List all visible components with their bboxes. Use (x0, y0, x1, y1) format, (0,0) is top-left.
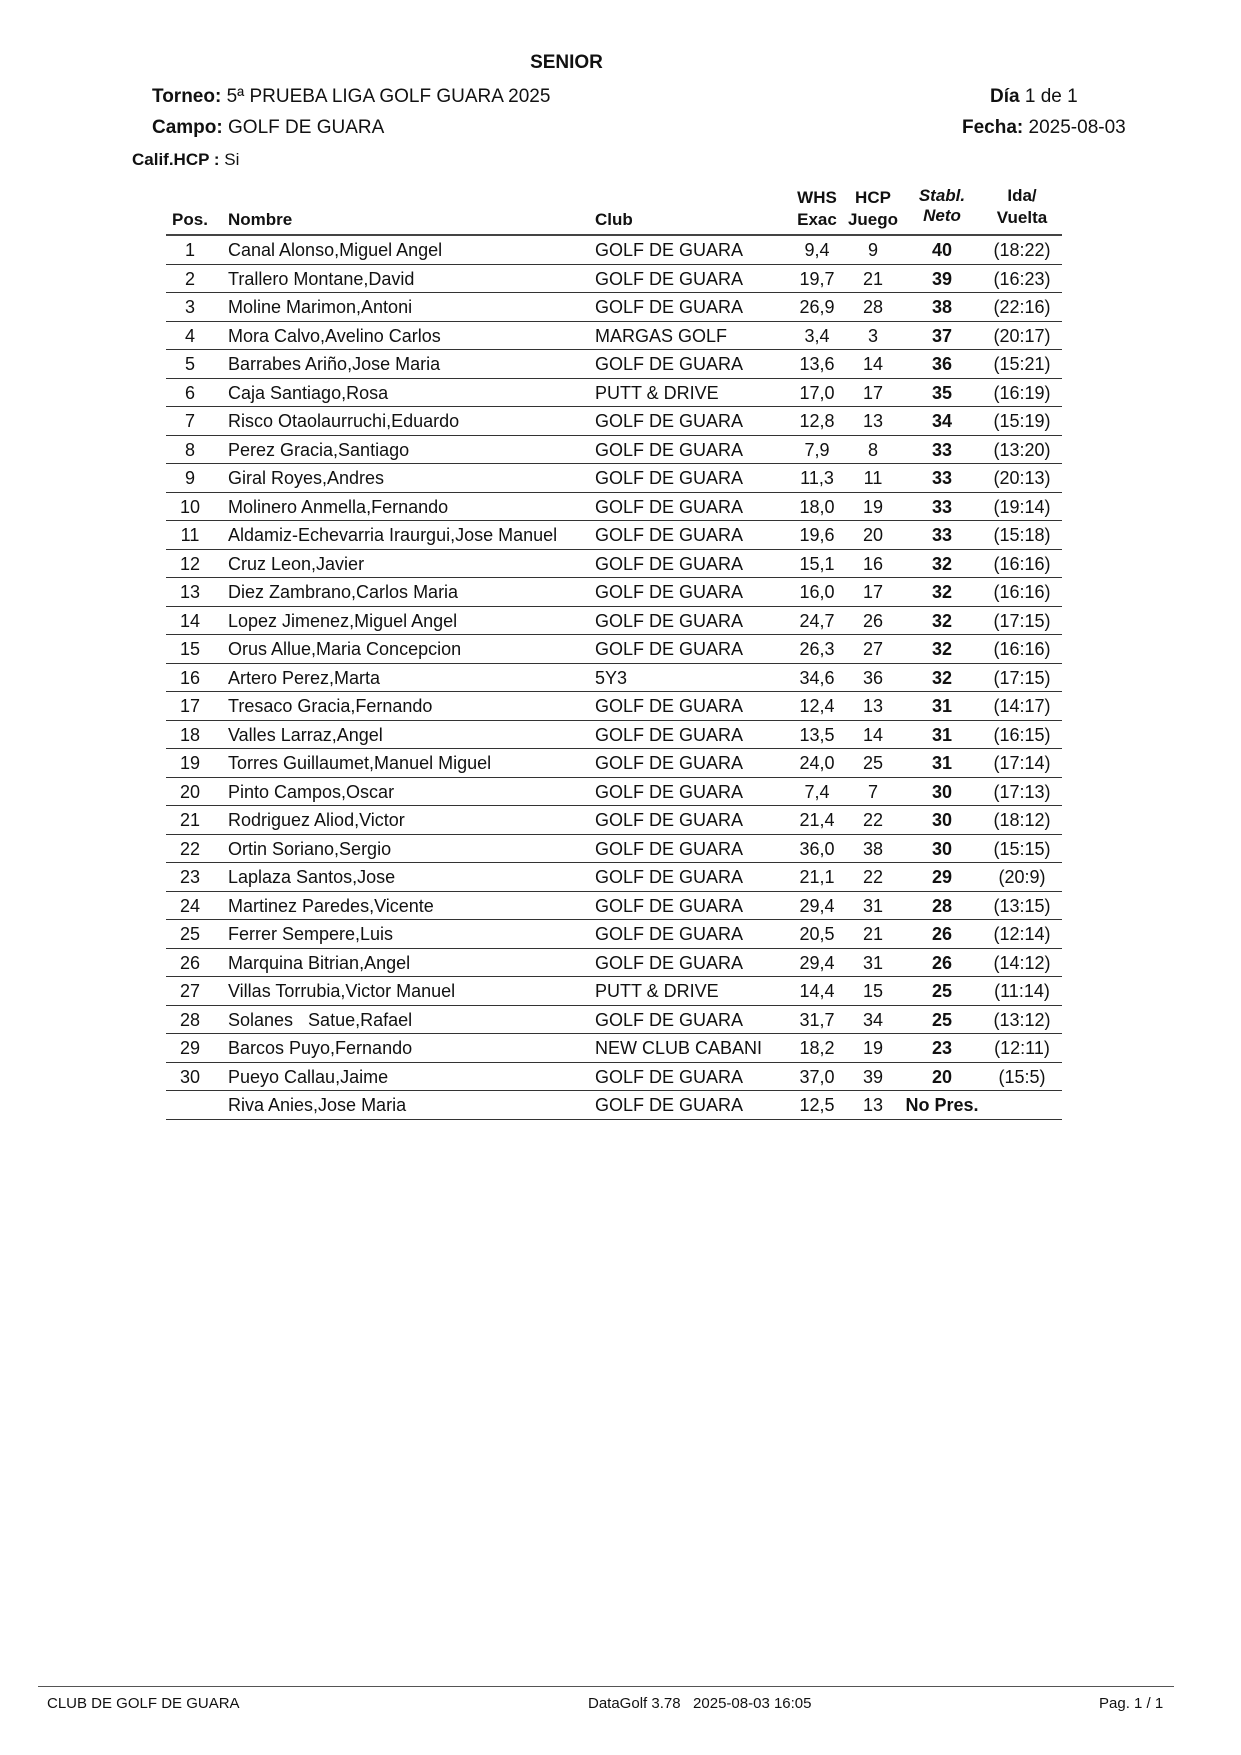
row-club: GOLF DE GUARA (595, 354, 744, 374)
row-player-name: Barrabes Ariño,Jose Maria (228, 354, 441, 374)
date-value: 2025-08-03 (1028, 117, 1126, 138)
row-ida-vuelta: (17:14) (993, 753, 1051, 773)
table-row (166, 322, 1062, 351)
row-hcp-game: 17 (862, 382, 884, 403)
col-hcp-header-2: Juego (847, 210, 899, 229)
table-row (166, 265, 1062, 294)
row-stableford-net: 32 (931, 553, 953, 574)
row-ida-vuelta: (13:12) (993, 1009, 1051, 1030)
col-name-header: Nombre (228, 210, 293, 229)
table-row (166, 1091, 1062, 1120)
row-whs-exact: 19,6 (799, 525, 835, 545)
row-position: 28 (179, 1009, 201, 1030)
day-label: Día (990, 86, 1020, 107)
row-player-name: Artero Perez,Marta (228, 667, 381, 688)
day-value: 1 de 1 (1024, 86, 1078, 107)
row-hcp-game: 19 (862, 1038, 884, 1058)
row-position: 14 (179, 610, 201, 631)
row-hcp-game: 26 (862, 610, 884, 631)
row-hcp-game: 9 (867, 240, 878, 260)
row-ida-vuelta: (16:16) (993, 553, 1051, 574)
row-hcp-game: 13 (862, 696, 884, 716)
row-position: 21 (179, 810, 201, 830)
row-club: GOLF DE GUARA (595, 553, 744, 574)
row-position: 2 (184, 268, 195, 289)
row-ida-vuelta: (16:16) (993, 639, 1051, 659)
course-line (152, 117, 384, 139)
row-hcp-game: 8 (867, 439, 878, 460)
row-whs-exact: 13,5 (799, 724, 835, 745)
table-row (166, 692, 1062, 721)
row-whs-exact: 21,1 (799, 867, 835, 887)
tournament-label: Torneo: (152, 86, 222, 107)
row-stableford-net: 35 (931, 382, 953, 403)
row-whs-exact: 12,4 (799, 696, 835, 716)
table-row (166, 949, 1062, 978)
row-whs-exact: 19,7 (799, 268, 835, 289)
row-hcp-game: 15 (862, 981, 884, 1001)
table-row (166, 521, 1062, 550)
course-label: Campo: (152, 117, 223, 138)
row-hcp-game: 27 (862, 639, 884, 659)
row-hcp-game: 38 (862, 838, 884, 859)
row-position: 7 (184, 411, 195, 431)
row-position: 15 (179, 639, 201, 659)
row-ida-vuelta: (14:17) (993, 696, 1051, 716)
row-ida-vuelta: (22:16) (993, 297, 1051, 317)
table-row (166, 1063, 1062, 1092)
row-club: 5Y3 (595, 667, 628, 688)
row-position: 13 (179, 582, 201, 602)
row-whs-exact: 7,9 (804, 439, 830, 460)
row-hcp-game: 28 (862, 297, 884, 317)
table-row (166, 1006, 1062, 1035)
row-ida-vuelta: (15:19) (993, 411, 1051, 431)
table-row (166, 806, 1062, 835)
row-player-name: Caja Santiago,Rosa (228, 382, 389, 403)
row-stableford-net: 33 (931, 439, 953, 460)
row-whs-exact: 14,4 (799, 981, 835, 1001)
row-whs-exact: 7,4 (804, 781, 830, 802)
calif-hcp-value: Si (224, 150, 240, 169)
row-position: 10 (179, 496, 201, 517)
row-club: GOLF DE GUARA (595, 867, 744, 887)
table-row (166, 835, 1062, 864)
row-whs-exact: 20,5 (799, 924, 835, 944)
row-whs-exact: 16,0 (799, 582, 835, 602)
row-player-name: Torres Guillaumet,Manuel Miguel (228, 753, 492, 773)
row-position: 3 (184, 297, 195, 317)
report-title: SENIOR (530, 52, 603, 73)
row-player-name: Trallero Montane,David (228, 268, 415, 289)
row-whs-exact: 24,7 (799, 610, 835, 631)
row-club: GOLF DE GUARA (595, 468, 744, 488)
calif-hcp-label: Calif.HCP : (132, 150, 220, 169)
table-row (166, 493, 1062, 522)
row-stableford-net: 29 (931, 867, 953, 887)
row-position: 12 (179, 553, 201, 574)
row-club: GOLF DE GUARA (595, 582, 744, 602)
row-ida-vuelta: (11:14) (994, 981, 1050, 1001)
row-hcp-game: 34 (862, 1009, 884, 1030)
row-stableford-net: 26 (931, 952, 953, 973)
row-club: PUTT & DRIVE (595, 981, 719, 1001)
row-whs-exact: 18,2 (799, 1038, 835, 1058)
table-row (166, 920, 1062, 949)
table-row (166, 1034, 1062, 1063)
table-row (166, 550, 1062, 579)
row-stableford-net: 30 (931, 838, 953, 859)
row-player-name: Pinto Campos,Oscar (228, 781, 395, 802)
row-ida-vuelta: (18:12) (993, 810, 1051, 830)
row-whs-exact: 12,8 (799, 411, 835, 431)
row-player-name: Marquina Bitrian,Angel (228, 952, 411, 973)
row-stableford-net: 37 (931, 325, 953, 346)
row-stableford-net: 31 (931, 753, 953, 773)
row-hcp-game: 36 (862, 667, 884, 688)
row-hcp-game: 3 (867, 325, 878, 346)
row-position: 1 (184, 240, 195, 260)
table-row (166, 350, 1062, 379)
table-row (166, 293, 1062, 322)
row-player-name: Ortin Soriano,Sergio (228, 838, 392, 859)
row-player-name: Perez Gracia,Santiago (228, 439, 410, 460)
row-player-name: Lopez Jimenez,Miguel Angel (228, 610, 458, 631)
col-whs-header-1: WHS (797, 188, 837, 207)
row-club: GOLF DE GUARA (595, 496, 744, 517)
row-stableford-net: 39 (931, 268, 953, 289)
row-hcp-game: 31 (862, 952, 884, 973)
table-row (166, 436, 1062, 465)
row-player-name: Canal Alonso,Miguel Angel (228, 240, 443, 260)
row-ida-vuelta: (19:14) (993, 496, 1051, 517)
row-position: 25 (179, 924, 201, 944)
row-stableford-net: 20 (931, 1066, 953, 1087)
row-ida-vuelta: (17:15) (993, 610, 1051, 631)
row-player-name: Ferrer Sempere,Luis (228, 924, 394, 944)
row-position: 18 (179, 724, 201, 745)
row-hcp-game: 19 (862, 496, 884, 517)
row-club: GOLF DE GUARA (595, 240, 744, 260)
row-hcp-game: 25 (862, 753, 884, 773)
row-player-name: Diez Zambrano,Carlos Maria (228, 582, 459, 602)
row-hcp-game: 11 (863, 468, 883, 488)
row-whs-exact: 29,4 (799, 895, 835, 916)
table-row (166, 749, 1062, 778)
row-position: 29 (179, 1038, 201, 1058)
row-whs-exact: 13,6 (799, 354, 835, 374)
row-club: GOLF DE GUARA (595, 525, 744, 545)
table-row (166, 892, 1062, 921)
row-hcp-game: 13 (862, 411, 884, 431)
row-club: GOLF DE GUARA (595, 781, 744, 802)
row-whs-exact: 37,0 (799, 1066, 835, 1087)
row-ida-vuelta: (16:16) (993, 582, 1051, 602)
tournament-value: 5ª PRUEBA LIGA GOLF GUARA 2025 (226, 86, 551, 107)
row-player-name: Rodriguez Aliod,Victor (228, 810, 405, 830)
row-ida-vuelta: (15:5) (998, 1066, 1046, 1087)
row-ida-vuelta: (17:13) (993, 781, 1051, 802)
row-ida-vuelta: (16:15) (993, 724, 1051, 745)
course-value: GOLF DE GUARA (228, 117, 385, 138)
row-hcp-game: 14 (862, 354, 884, 374)
row-player-name: Molinero Anmella,Fernando (228, 496, 449, 517)
row-position: 17 (179, 696, 201, 716)
row-position: 30 (179, 1066, 201, 1087)
table-row (166, 236, 1062, 265)
table-row (166, 863, 1062, 892)
row-stableford-net: 32 (931, 610, 953, 631)
row-position: 23 (179, 867, 201, 887)
row-ida-vuelta: (15:21) (993, 354, 1051, 374)
footer-page-number: Pag. 1 / 1 (1099, 1695, 1164, 1712)
results-table (166, 178, 1062, 1120)
row-whs-exact: 31,7 (799, 1009, 835, 1030)
row-hcp-game: 31 (862, 895, 884, 916)
row-club: GOLF DE GUARA (595, 924, 744, 944)
row-whs-exact: 26,9 (799, 297, 835, 317)
row-ida-vuelta: (17:15) (993, 667, 1051, 688)
row-stableford-net: 30 (931, 810, 953, 830)
row-club: GOLF DE GUARA (595, 1066, 744, 1087)
row-player-name: Martinez Paredes,Vicente (228, 895, 434, 916)
row-player-name: Cruz Leon,Javier (228, 553, 365, 574)
row-player-name: Giral Royes,Andres (228, 468, 385, 488)
row-whs-exact: 26,3 (799, 639, 835, 659)
row-player-name: Valles Larraz,Angel (228, 724, 383, 745)
row-ida-vuelta: (15:15) (993, 838, 1051, 859)
row-club: GOLF DE GUARA (595, 610, 744, 631)
row-player-name: Orus Allue,Maria Concepcion (228, 639, 462, 659)
row-stableford-net: 33 (931, 496, 953, 517)
row-stableford-net: 30 (931, 781, 953, 802)
row-player-name: Laplaza Santos,Jose (228, 867, 396, 887)
table-row (166, 778, 1062, 807)
row-hcp-game: 21 (862, 268, 884, 289)
row-position: 27 (179, 981, 201, 1001)
calif-hcp-line (132, 150, 239, 170)
row-club: NEW CLUB CABANI (595, 1038, 763, 1058)
row-whs-exact: 18,0 (799, 496, 835, 517)
row-position: 6 (184, 382, 195, 403)
row-club: GOLF DE GUARA (595, 1095, 744, 1115)
row-position: 26 (179, 952, 201, 973)
row-hcp-game: 16 (862, 553, 884, 574)
row-stableford-net: 32 (931, 582, 953, 602)
row-whs-exact: 34,6 (799, 667, 835, 688)
row-club: PUTT & DRIVE (595, 382, 719, 403)
row-ida-vuelta: (18:22) (993, 240, 1051, 260)
row-stableford-net: 31 (931, 696, 953, 716)
row-position: 20 (179, 781, 201, 802)
row-position: 11 (180, 525, 200, 545)
table-row (166, 464, 1062, 493)
row-hcp-game: 13 (862, 1095, 884, 1115)
table-row (166, 407, 1062, 436)
row-ida-vuelta: (13:20) (993, 439, 1051, 460)
row-whs-exact: 3,4 (804, 325, 830, 346)
row-whs-exact: 36,0 (799, 838, 835, 859)
row-ida-vuelta: (12:11) (994, 1038, 1050, 1058)
row-club: GOLF DE GUARA (595, 297, 744, 317)
table-row (166, 578, 1062, 607)
col-ida-vuelta-header-1: Ida/ (1007, 186, 1037, 205)
row-ida-vuelta: (20:13) (993, 468, 1051, 488)
row-stableford-net: 25 (931, 981, 953, 1001)
row-ida-vuelta: (20:17) (993, 325, 1051, 346)
row-club: GOLF DE GUARA (595, 439, 744, 460)
col-stableford-header-2: Neto (923, 206, 961, 225)
row-club: GOLF DE GUARA (595, 952, 744, 973)
row-hcp-game: 22 (862, 810, 884, 830)
row-club: GOLF DE GUARA (595, 724, 744, 745)
row-club: GOLF DE GUARA (595, 696, 744, 716)
row-stableford-net: No Pres. (905, 1095, 979, 1115)
row-player-name: Moline Marimon,Antoni (228, 297, 413, 317)
row-stableford-net: 36 (931, 354, 953, 374)
row-hcp-game: 7 (867, 781, 878, 802)
row-club: GOLF DE GUARA (595, 1009, 744, 1030)
row-ida-vuelta: (12:14) (993, 924, 1051, 944)
row-player-name: Villas Torrubia,Victor Manuel (228, 981, 456, 1001)
col-stableford-header-1: Stabl. (918, 186, 966, 205)
row-whs-exact: 11,3 (800, 468, 834, 488)
row-position: 9 (184, 468, 195, 488)
row-ida-vuelta: (20:9) (998, 867, 1046, 887)
row-stableford-net: 23 (931, 1038, 953, 1058)
table-body (166, 236, 1062, 1120)
row-player-name: Pueyo Callau,Jaime (228, 1066, 389, 1087)
row-position: 8 (184, 439, 195, 460)
footer-app-timestamp: DataGolf 3.78 2025-08-03 16:05 (588, 1695, 812, 1712)
row-player-name: Tresaco Gracia,Fernando (228, 696, 433, 716)
date-line (962, 117, 1126, 139)
row-stableford-net: 25 (931, 1009, 953, 1030)
row-stableford-net: 33 (931, 468, 953, 488)
table-row (166, 977, 1062, 1006)
table-row (166, 607, 1062, 636)
row-hcp-game: 20 (862, 525, 884, 545)
row-stableford-net: 32 (931, 639, 953, 659)
row-hcp-game: 17 (862, 582, 884, 602)
row-whs-exact: 12,5 (799, 1095, 835, 1115)
footer-rule (38, 1686, 1174, 1687)
table-row (166, 664, 1062, 693)
row-position: 4 (184, 325, 195, 346)
row-position: 22 (179, 838, 201, 859)
row-hcp-game: 21 (862, 924, 884, 944)
row-hcp-game: 14 (862, 724, 884, 745)
row-ida-vuelta: (15:18) (993, 525, 1051, 545)
row-whs-exact: 21,4 (799, 810, 835, 830)
row-position: 19 (179, 753, 201, 773)
row-club: GOLF DE GUARA (595, 268, 744, 289)
date-label: Fecha: (962, 117, 1024, 138)
row-hcp-game: 22 (862, 867, 884, 887)
row-player-name: Risco Otaolaurruchi,Eduardo (228, 411, 460, 431)
row-club: GOLF DE GUARA (595, 411, 744, 431)
row-stableford-net: 28 (931, 895, 953, 916)
row-whs-exact: 17,0 (799, 382, 835, 403)
footer-club: CLUB DE GOLF DE GUARA (47, 1695, 240, 1712)
row-stableford-net: 40 (931, 240, 953, 260)
row-ida-vuelta: (16:23) (993, 268, 1051, 289)
col-whs-header-2: Exac (797, 210, 837, 229)
row-club: GOLF DE GUARA (595, 838, 744, 859)
row-whs-exact: 24,0 (799, 753, 835, 773)
row-player-name: Solanes Satue,Rafael (228, 1009, 413, 1030)
row-position: 24 (179, 895, 201, 916)
row-stableford-net: 34 (931, 411, 953, 431)
row-stableford-net: 33 (931, 525, 953, 545)
row-ida-vuelta: (13:15) (993, 895, 1051, 916)
row-player-name: Barcos Puyo,Fernando (228, 1038, 413, 1058)
row-position: 16 (179, 667, 201, 688)
table-row (166, 721, 1062, 750)
row-whs-exact: 29,4 (799, 952, 835, 973)
row-club: GOLF DE GUARA (595, 895, 744, 916)
row-whs-exact: 9,4 (804, 240, 830, 260)
row-stableford-net: 32 (931, 667, 953, 688)
row-club: GOLF DE GUARA (595, 753, 744, 773)
day-line (990, 86, 1078, 108)
col-hcp-header-1: HCP (855, 188, 891, 207)
row-stableford-net: 38 (931, 297, 953, 317)
row-club: MARGAS GOLF (595, 325, 728, 346)
row-player-name: Riva Anies,Jose Maria (228, 1095, 407, 1115)
row-stableford-net: 26 (931, 924, 953, 944)
row-ida-vuelta: (16:19) (993, 382, 1051, 403)
row-club: GOLF DE GUARA (595, 639, 744, 659)
row-whs-exact: 15,1 (799, 553, 835, 574)
tournament-line (152, 86, 550, 108)
table-row (166, 635, 1062, 664)
row-hcp-game: 39 (862, 1066, 884, 1087)
row-club: GOLF DE GUARA (595, 810, 744, 830)
row-position: 5 (184, 354, 195, 374)
table-header (166, 178, 1062, 236)
row-player-name: Mora Calvo,Avelino Carlos (228, 325, 441, 346)
col-ida-vuelta-header-2: Vuelta (996, 208, 1048, 227)
col-pos-header: Pos. (172, 210, 208, 229)
row-ida-vuelta: (14:12) (993, 952, 1051, 973)
col-club-header: Club (595, 210, 633, 229)
row-player-name: Aldamiz-Echevarria Iraurgui,Jose Manuel (228, 525, 558, 545)
table-row (166, 379, 1062, 408)
row-stableford-net: 31 (931, 724, 953, 745)
